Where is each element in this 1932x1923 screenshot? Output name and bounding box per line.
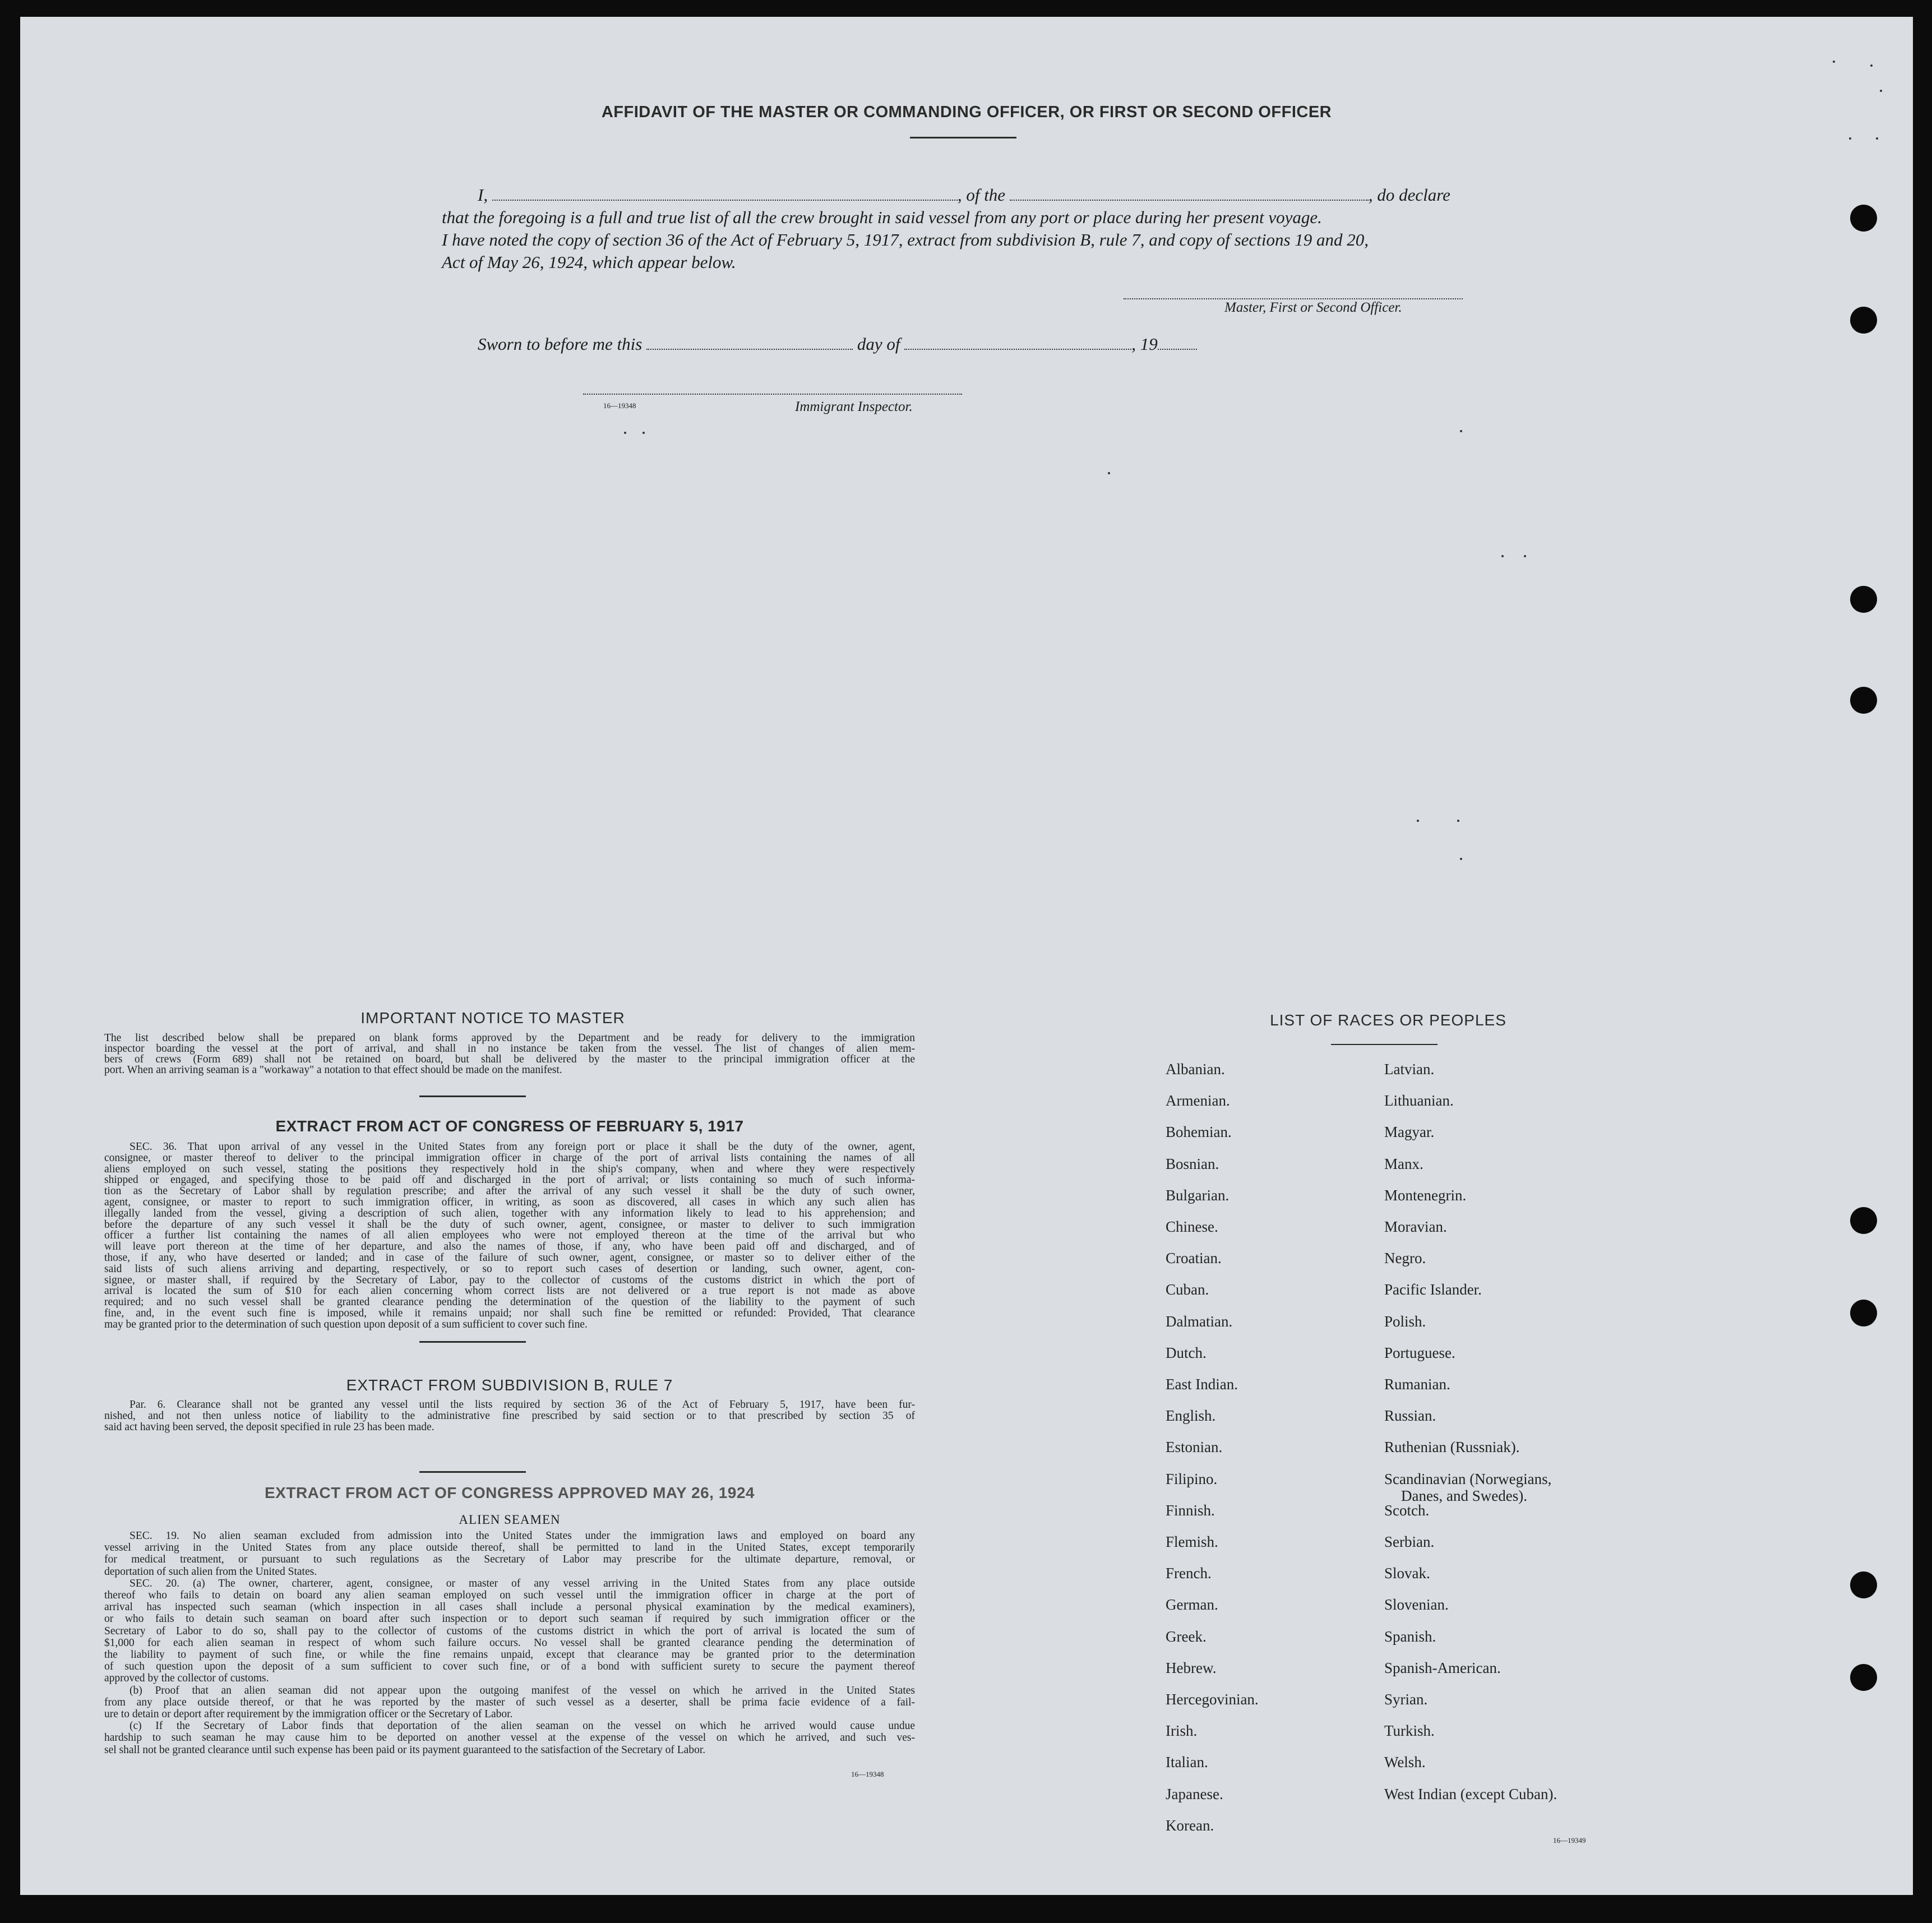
affidavit-line-2: that the foregoing is a full and true list of all the crew brought in said vessel from any port or place during her present voyage.	[442, 207, 1322, 227]
paragraph-line: aliens employed on such vessel, stating the positions they respectively hold in the ship's company, when and where they were respectively	[104, 1163, 915, 1175]
paragraph-line: signee, or master shall, if required by the Secretary of Labor, pay to the collector of customs of the customs district in which the port of	[104, 1274, 915, 1286]
paragraph-line: SEC. 19. No alien seaman excluded from admission into the United States under the immigration laws and employed on board any	[130, 1530, 915, 1542]
paragraph-line: or who fails to detain such seaman on board after such inspection or to deport such seaman if required by such immigration officer or the	[104, 1613, 915, 1625]
race-item: Italian.	[1166, 1754, 1208, 1771]
sworn-label: Sworn to before me this	[478, 334, 643, 354]
vessel-field[interactable]	[1010, 186, 1369, 201]
inspector-label: Immigrant Inspector.	[795, 399, 913, 414]
race-item: Finnish.	[1166, 1501, 1215, 1519]
day-of-label: day of	[857, 334, 900, 354]
races-form-number: 16—19349	[1553, 1836, 1586, 1845]
paragraph-line: arrival is located the sum of $10 for each alien concerning whom correct lists are not delivered or a true report is not made as above	[104, 1285, 915, 1297]
paragraph-line: shipped or engaged, and specifying those to be paid off and discharged in the port of arrival; or lists containing so much of such informa-	[104, 1174, 915, 1186]
affidavit-line-3: I have noted the copy of section 36 of the Act of February 5, 1917, extract from subdivision B, rule 7, and copy of sections 19 and 20,	[442, 230, 1369, 249]
race-item: Greek.	[1166, 1628, 1207, 1645]
paragraph-line: said lists of such aliens arriving and departing, respectively, or so to report such cases of desertion or landing, such owner, agent, con-	[104, 1263, 915, 1275]
race-item: East Indian.	[1166, 1376, 1238, 1393]
paragraph-line: sel shall not be granted clearance until such expense has been paid or its payment guaranteed to the satisfaction of the Secretary of Labor.	[104, 1744, 706, 1756]
year-prefix-label: , 19	[1131, 334, 1158, 354]
notice-line: inspector boarding the vessel at the port of arrival, and shall in no instance be taken from the vessel. The list of changes of alien mem-	[104, 1043, 915, 1055]
race-item: Armenian.	[1166, 1092, 1230, 1110]
paragraph-line: SEC. 36. That upon arrival of any vessel in the United States from any foreign port or place it shall be the duty of the owner, agent,	[130, 1141, 915, 1153]
rule-7-title: EXTRACT FROM SUBDIVISION B, RULE 7	[346, 1376, 673, 1394]
affidavit-title: AFFIDAVIT OF THE MASTER OR COMMANDING OFFICER, OR FIRST OR SECOND OFFICER	[601, 103, 1332, 121]
race-item: West Indian (except Cuban).	[1384, 1785, 1557, 1802]
paragraph-line: those, if any, who have deserted or landed; and in case of the failure of such owner, agent, consignee, or master so to deliver either of the	[104, 1252, 915, 1264]
extract-1924-title: EXTRACT FROM ACT OF CONGRESS APPROVED MAY 26, 1924	[265, 1484, 755, 1501]
paragraph-line: (b) Proof that an alien seaman did not appear upon the outgoing manifest of the vessel on which he arrived in the United States	[130, 1684, 915, 1697]
notice-line: port. When an arriving seaman is a "workaway" a notation to that effect should be made on the manifest.	[104, 1064, 562, 1076]
race-item: Negro.	[1384, 1250, 1426, 1267]
race-item: Estonian.	[1166, 1439, 1223, 1456]
paragraph-line: will leave port thereon at the time of her departure, and also the names of those, if any, who have been paid off and discharged, and of	[104, 1241, 915, 1253]
races-title: LIST OF RACES OR PEOPLES	[1270, 1011, 1506, 1029]
binder-hole	[1850, 307, 1877, 334]
race-item: Spanish.	[1384, 1628, 1436, 1645]
notice-title: IMPORTANT NOTICE TO MASTER	[360, 1009, 625, 1027]
paragraph-line: of such question upon the deposit of a sum sufficient to cover such fine, or of a bond with sufficient surety to secure the payment thereof	[104, 1661, 915, 1673]
race-item: Serbian.	[1384, 1533, 1435, 1550]
paragraph-line: officer a further list containing the names of all alien employees who were not employed thereon at the time of the arrival but who	[104, 1229, 915, 1242]
do-declare-label: , do declare	[1368, 185, 1450, 205]
paragraph-line: consignee, or master thereof to deliver to the principal immigration officer in charge of the port of arrival lists containing the names of all	[104, 1152, 915, 1164]
binder-hole	[1850, 1300, 1877, 1326]
race-item: Flemish.	[1166, 1533, 1218, 1550]
race-item: Scotch.	[1384, 1501, 1430, 1519]
binder-hole	[1850, 586, 1877, 613]
notice-line: The list described below shall be prepared on blank forms approved by the Department and be ready for delivery to the immigration	[104, 1032, 915, 1044]
race-item: Bulgarian.	[1166, 1186, 1230, 1204]
divider	[419, 1341, 526, 1343]
paragraph-line: vessel arriving in the United States from any place outside thereof, shall be permitted to land in the United States, except temporarily	[104, 1542, 915, 1554]
race-item: Hercegovinian.	[1166, 1691, 1259, 1708]
race-item: Turkish.	[1384, 1722, 1435, 1740]
race-item: Magyar.	[1384, 1124, 1435, 1141]
race-item: Syrian.	[1384, 1691, 1428, 1708]
affidavit-line-1	[478, 184, 1450, 206]
divider	[419, 1095, 526, 1097]
binder-hole	[1850, 205, 1877, 232]
paragraph-line: $1,000 for each alien seaman in respect of whom such failure occurs. No vessel shall be granted clearance pending the determination of	[104, 1637, 915, 1649]
race-item: Latvian.	[1384, 1061, 1435, 1078]
divider	[910, 137, 1016, 138]
paragraph-line: fine, and, in the event such fine is imposed, while it remains unpaid; nor shall such fine be remitted or refunded: Provided, That clearance	[104, 1307, 915, 1319]
form-sheet	[20, 17, 1913, 1895]
race-item: Irish.	[1166, 1722, 1198, 1740]
divider	[1331, 1044, 1438, 1045]
race-item: Scandinavian (Norwegians,	[1384, 1470, 1552, 1487]
race-item: Dutch.	[1166, 1344, 1207, 1361]
race-item: Japanese.	[1166, 1785, 1223, 1802]
binder-hole	[1850, 1571, 1877, 1598]
race-item: Ruthenian (Russniak).	[1384, 1439, 1520, 1456]
race-item: Chinese.	[1166, 1218, 1218, 1235]
race-item: Portuguese.	[1384, 1344, 1455, 1361]
sworn-day-field[interactable]	[646, 335, 853, 350]
sworn-year-field[interactable]	[1158, 335, 1197, 350]
of-the-label: , of the	[957, 185, 1006, 205]
binder-hole	[1850, 687, 1877, 714]
race-item: Danes, and Swedes).	[1401, 1487, 1527, 1504]
extract-1917-title: EXTRACT FROM ACT OF CONGRESS OF FEBRUARY 5, 1917	[275, 1117, 744, 1135]
race-item: French.	[1166, 1565, 1212, 1582]
paragraph-line: Par. 6. Clearance shall not be granted any vessel until the lists required by section 36 of the Act of February 5, 1917, have been fur-	[130, 1399, 915, 1411]
race-item: Croatian.	[1166, 1250, 1222, 1267]
race-item: Montenegrin.	[1384, 1186, 1467, 1204]
paragraph-line: for medical treatment, or pursuant to such regulations as the Secretary of Labor may prescribe for the ultimate departure, removal, or	[104, 1554, 915, 1566]
race-item: German.	[1166, 1596, 1218, 1614]
paragraph-line: nished, and not then unless notice of liability to the administrative fine prescribed by said section or to that prescribed by section 35 of	[104, 1409, 915, 1422]
master-signature-field[interactable]	[1124, 285, 1463, 299]
race-item: Bohemian.	[1166, 1124, 1232, 1141]
race-item: Welsh.	[1384, 1754, 1426, 1771]
binder-hole	[1850, 1664, 1877, 1691]
paragraph-line: before the departure of any such vessel it shall be the duty of such owner, agent, consignee, or master to deliver to such immigration	[104, 1218, 915, 1231]
race-item: Lithuanian.	[1384, 1092, 1454, 1110]
race-item: Russian.	[1384, 1407, 1436, 1425]
race-item: Spanish-American.	[1384, 1659, 1501, 1676]
inspector-signature-field[interactable]	[583, 380, 962, 395]
paragraph-line: (c) If the Secretary of Labor finds that deportation of the alien seaman on the vessel on which he arrived would cause undue	[130, 1720, 915, 1732]
race-item: Filipino.	[1166, 1470, 1218, 1487]
paragraph-line: from any place outside thereof, or that he was reported by the master of such vessel as a deserter, shall be prima facie evidence of a fail-	[104, 1696, 915, 1708]
paragraph-line: hardship to such seaman he may cause him to be deported on another vessel at the expense of the vessel on which he arrived, and such ves-	[104, 1732, 915, 1744]
race-item: Slovak.	[1384, 1565, 1430, 1582]
sworn-line	[478, 333, 1197, 355]
race-item: Manx.	[1384, 1155, 1423, 1172]
paragraph-line: arrival has inspected such seaman (which inspection in all cases shall include a personal physical examination by the medical examiners),	[104, 1601, 915, 1614]
race-item: Korean.	[1166, 1816, 1214, 1834]
paragraph-line: may be granted prior to the determination of such question upon deposit of a sum sufficient to cover such fine.	[104, 1318, 588, 1330]
race-item: Dalmatian.	[1166, 1312, 1233, 1330]
paragraph-line: thereof who fails to detain on board any alien seaman employed on such vessel until the immigration officer in charge at the port of	[104, 1589, 915, 1601]
race-item: Rumanian.	[1384, 1376, 1450, 1393]
race-item: Moravian.	[1384, 1218, 1447, 1235]
affidavit-line-4: Act of May 26, 1924, which appear below.	[442, 252, 736, 272]
paragraph-line: SEC. 20. (a) The owner, charterer, agent, consignee, or master of any vessel arriving in the United States from any place outside	[130, 1577, 915, 1589]
paragraph-line: deportation of such alien from the United States.	[104, 1565, 317, 1578]
extract-form-number: 16—19348	[851, 1770, 884, 1778]
race-item: Polish.	[1384, 1312, 1426, 1330]
paragraph-line: Secretary of Labor to do so, shall pay to the collector of customs of the customs district in which the port of arrival is located the sum of	[104, 1625, 915, 1637]
race-item: Bosnian.	[1166, 1155, 1219, 1172]
name-field[interactable]	[492, 186, 958, 201]
paragraph-line: ure to detain or deport after requirement by the immigration officer or the Secretary of Labor.	[104, 1708, 513, 1720]
notice-line: bers of crews (Form 689) shall not be retained on board, but shall be delivered by the master to the principal immigration officer at the	[104, 1053, 915, 1065]
paragraph-line: said act having been served, the deposit specified in rule 23 has been made.	[104, 1421, 435, 1433]
paragraph-line: agent, consignee, or master to report to such immigration officer, in writing, as soon as discovered, all cases in which any such alien has	[104, 1196, 915, 1208]
divider	[419, 1471, 526, 1473]
race-item: English.	[1166, 1407, 1216, 1425]
paragraph-line: the liability to payment of such fine, or while the fine remains unpaid, except that clearance may be granted prior to the determination	[104, 1649, 915, 1661]
race-item: Cuban.	[1166, 1281, 1209, 1298]
affidavit-form-number: 16—19348	[603, 401, 636, 410]
sworn-month-field[interactable]	[904, 335, 1131, 350]
race-item: Albanian.	[1166, 1061, 1225, 1078]
race-item: Slovenian.	[1384, 1596, 1449, 1614]
binder-hole	[1850, 1207, 1877, 1234]
race-item: Pacific Islander.	[1384, 1281, 1482, 1298]
i-label: I,	[478, 185, 488, 205]
paragraph-line: tion as the Secretary of Labor shall by regulation prescribe; and after the arrival of any such vessel it shall be the duty of such owner,	[104, 1185, 915, 1198]
paragraph-line: illegally landed from the vessel, giving a description of such alien, together with any information likely to lead to his apprehension; and	[104, 1207, 915, 1219]
race-item: Hebrew.	[1166, 1659, 1217, 1676]
alien-seamen-subtitle: ALIEN SEAMEN	[459, 1513, 561, 1527]
master-signature-label: Master, First or Second Officer.	[1224, 300, 1402, 315]
paragraph-line: approved by the collector of customs.	[104, 1672, 269, 1685]
paragraph-line: required; and no such vessel shall be granted clearance pending the determination of the question of the liability to the payment of such	[104, 1296, 915, 1309]
